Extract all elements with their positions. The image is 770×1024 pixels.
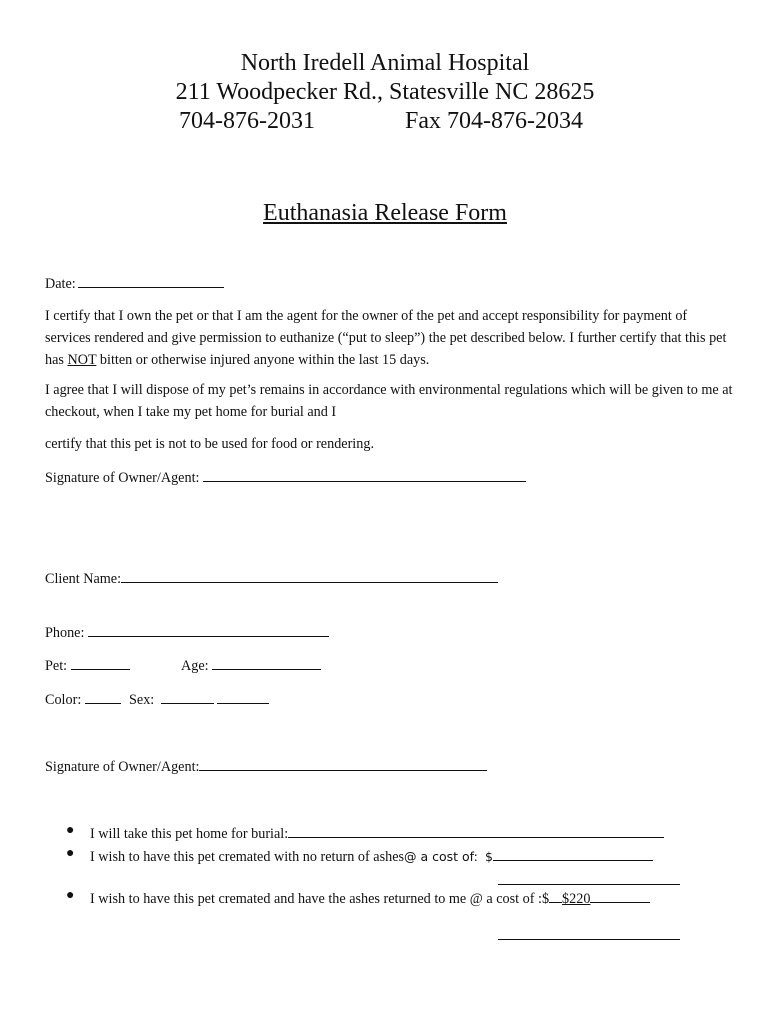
clinic-phone: 704-876-2031 (179, 108, 315, 134)
color-line (85, 689, 121, 704)
pet-line (71, 655, 130, 670)
cremation-no-return-option[interactable] (90, 846, 653, 868)
age-line (212, 655, 321, 670)
bullet-icon: ● (66, 823, 75, 838)
bullet-icon: ● (66, 846, 75, 861)
cremation-no-return-line (493, 846, 653, 861)
cremation-no-return-extra-line (498, 884, 680, 885)
sex-line-2 (217, 689, 269, 704)
clinic-name: North Iredell Animal Hospital (240, 50, 530, 76)
burial-line (288, 823, 664, 838)
client-name-field[interactable] (45, 568, 498, 590)
sex-label: Sex: (129, 692, 155, 708)
certification-text-1: I certify that I own the pet or that I am the agent for the owner of the pet and accept responsibility for payment of services rendered and give permission to euthanize (“put to sleep”) the pet described below. I further certify that this pet has (45, 308, 727, 368)
phone-field[interactable] (45, 622, 329, 644)
sex-field[interactable] (129, 689, 269, 711)
phone-line (88, 622, 329, 637)
client-name-label: Client Name: (45, 571, 122, 587)
cremation-return-option[interactable] (90, 888, 650, 910)
currency-symbol: $ (484, 849, 493, 864)
clinic-fax: Fax 704-876-2034 (405, 108, 583, 134)
cremation-no-return-label: I wish to have this pet cremated with no return of ashes (90, 849, 405, 865)
age-field[interactable] (181, 655, 321, 677)
color-field[interactable] (45, 689, 121, 711)
burial-option[interactable] (90, 823, 664, 845)
form-title: Euthanasia Release Form (263, 200, 507, 226)
date-line (78, 273, 224, 288)
sex-line-1 (161, 689, 214, 704)
phone-label: Phone: (45, 625, 85, 641)
clinic-address: 211 Woodpecker Rd., Statesville NC 28625 (175, 79, 595, 105)
signature-label-1: Signature of Owner/Agent: (45, 470, 200, 486)
certification-text-2: bitten or otherwise injured anyone within the last 15 days. (96, 352, 430, 368)
food-rendering-paragraph: certify that this pet is not to be used for food or rendering. (45, 436, 374, 452)
signature-field-2[interactable] (45, 756, 487, 778)
disposal-paragraph: I agree that I will dispose of my pet’s remains in accordance with environmental regulations which will be given to me at checkout, when I take my pet home for burial and I (45, 382, 733, 420)
cremation-return-label: I wish to have this pet cremated and have the ashes returned to me @ a cost of :$ (90, 891, 550, 907)
age-label: Age: (181, 658, 209, 674)
signature-label-2: Signature of Owner/Agent: (45, 759, 200, 775)
cremation-return-amount: $220 (562, 891, 591, 907)
certification-paragraph (45, 305, 735, 371)
date-label: Date: (45, 276, 76, 292)
color-label: Color: (45, 692, 82, 708)
date-field[interactable] (45, 273, 224, 295)
pet-field[interactable] (45, 655, 130, 677)
pet-label: Pet: (45, 658, 68, 674)
cremation-no-return-cost-label: @ a cost of: (404, 849, 478, 864)
cremation-return-extra-line (498, 939, 680, 940)
bullet-icon: ● (66, 888, 75, 903)
cremation-return-prefix-line (549, 888, 562, 903)
client-name-line (121, 568, 498, 583)
signature-field-1[interactable] (45, 467, 526, 489)
cremation-return-line (590, 888, 650, 903)
signature-line-1 (203, 467, 526, 482)
not-emphasis: NOT (67, 352, 97, 368)
burial-label: I will take this pet home for burial: (90, 826, 289, 842)
signature-line-2 (199, 756, 487, 771)
